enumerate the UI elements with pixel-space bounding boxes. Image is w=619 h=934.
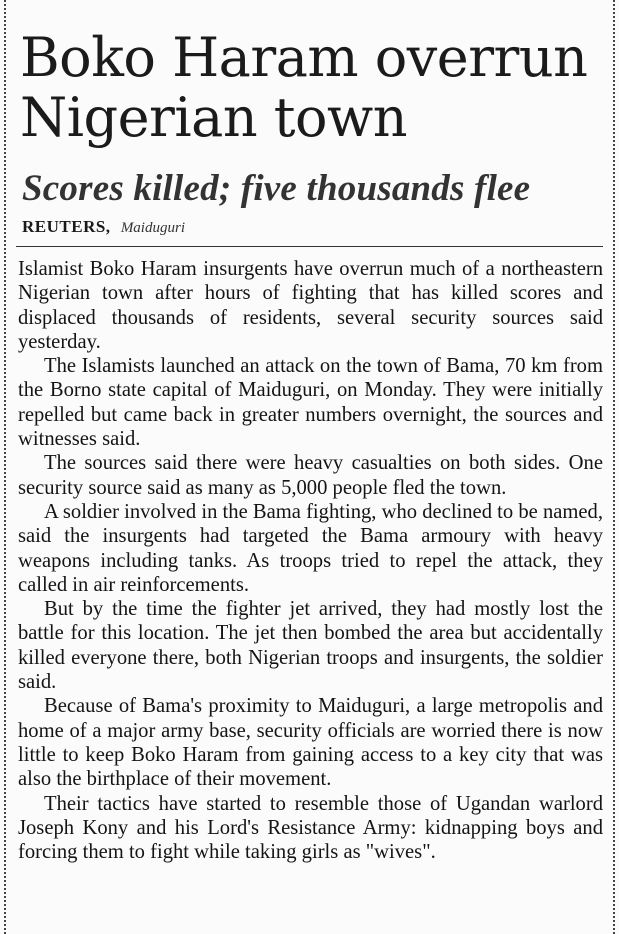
article-paragraph: Islamist Boko Haram insurgents have overrun much of a northeastern Nigerian town after hours of fighting that has killed scores and displaced thousands of residents, several security sources said yesterday.: [18, 258, 603, 353]
article-paragraph: Their tactics have started to resemble those of Ugandan warlord Joseph Kony and his Lord's Resistance Army: kidnapping boys and forcing them to fight while taking girls as "wives".: [18, 792, 603, 864]
article-paragraph: The sources said there were heavy casualties on both sides. One security source said as many as 5,000 people fled the town.: [18, 452, 603, 499]
article-paragraph: Because of Bama's proximity to Maiduguri, a large metropolis and home of a major army base, security officials are worried there is now little to keep Boko Haram from gaining access to a key city that was also the birthplace of their movement.: [18, 695, 603, 791]
article-paragraph: The Islamists launched an attack on the town of Bama, 70 km from the Borno state capital of Maiduguri, on Monday. They were initially repelled but came back in greater numbers overnight, the sources and witnesses said.: [18, 355, 603, 451]
subhead: Scores killed; five thousands flee: [22, 168, 531, 209]
byline: [22, 216, 185, 239]
article-body: [18, 257, 603, 864]
headline: Boko Haram overrun Nigerian town: [20, 26, 588, 149]
article-paragraph: A soldier involved in the Bama fighting, who declined to be named, said the insurgents had targeted the Bama armoury with heavy weapons including tanks. As troops tried to repel the attack, they called in air reinforcements.: [18, 500, 603, 596]
newspaper-clipping: [14, 0, 605, 934]
left-cutting-border: [4, 0, 6, 934]
byline-place: Maiduguri: [120, 220, 185, 236]
right-cutting-border: [613, 0, 615, 934]
byline-agency: REUTERS,: [22, 217, 111, 236]
article-paragraph: But by the time the fighter jet arrived, they had mostly lost the battle for this location. The jet then bombed the area but accidentally killed everyone there, both Nigerian troops and insurgents, the soldier said.: [18, 598, 603, 694]
divider-rule: [16, 246, 603, 247]
